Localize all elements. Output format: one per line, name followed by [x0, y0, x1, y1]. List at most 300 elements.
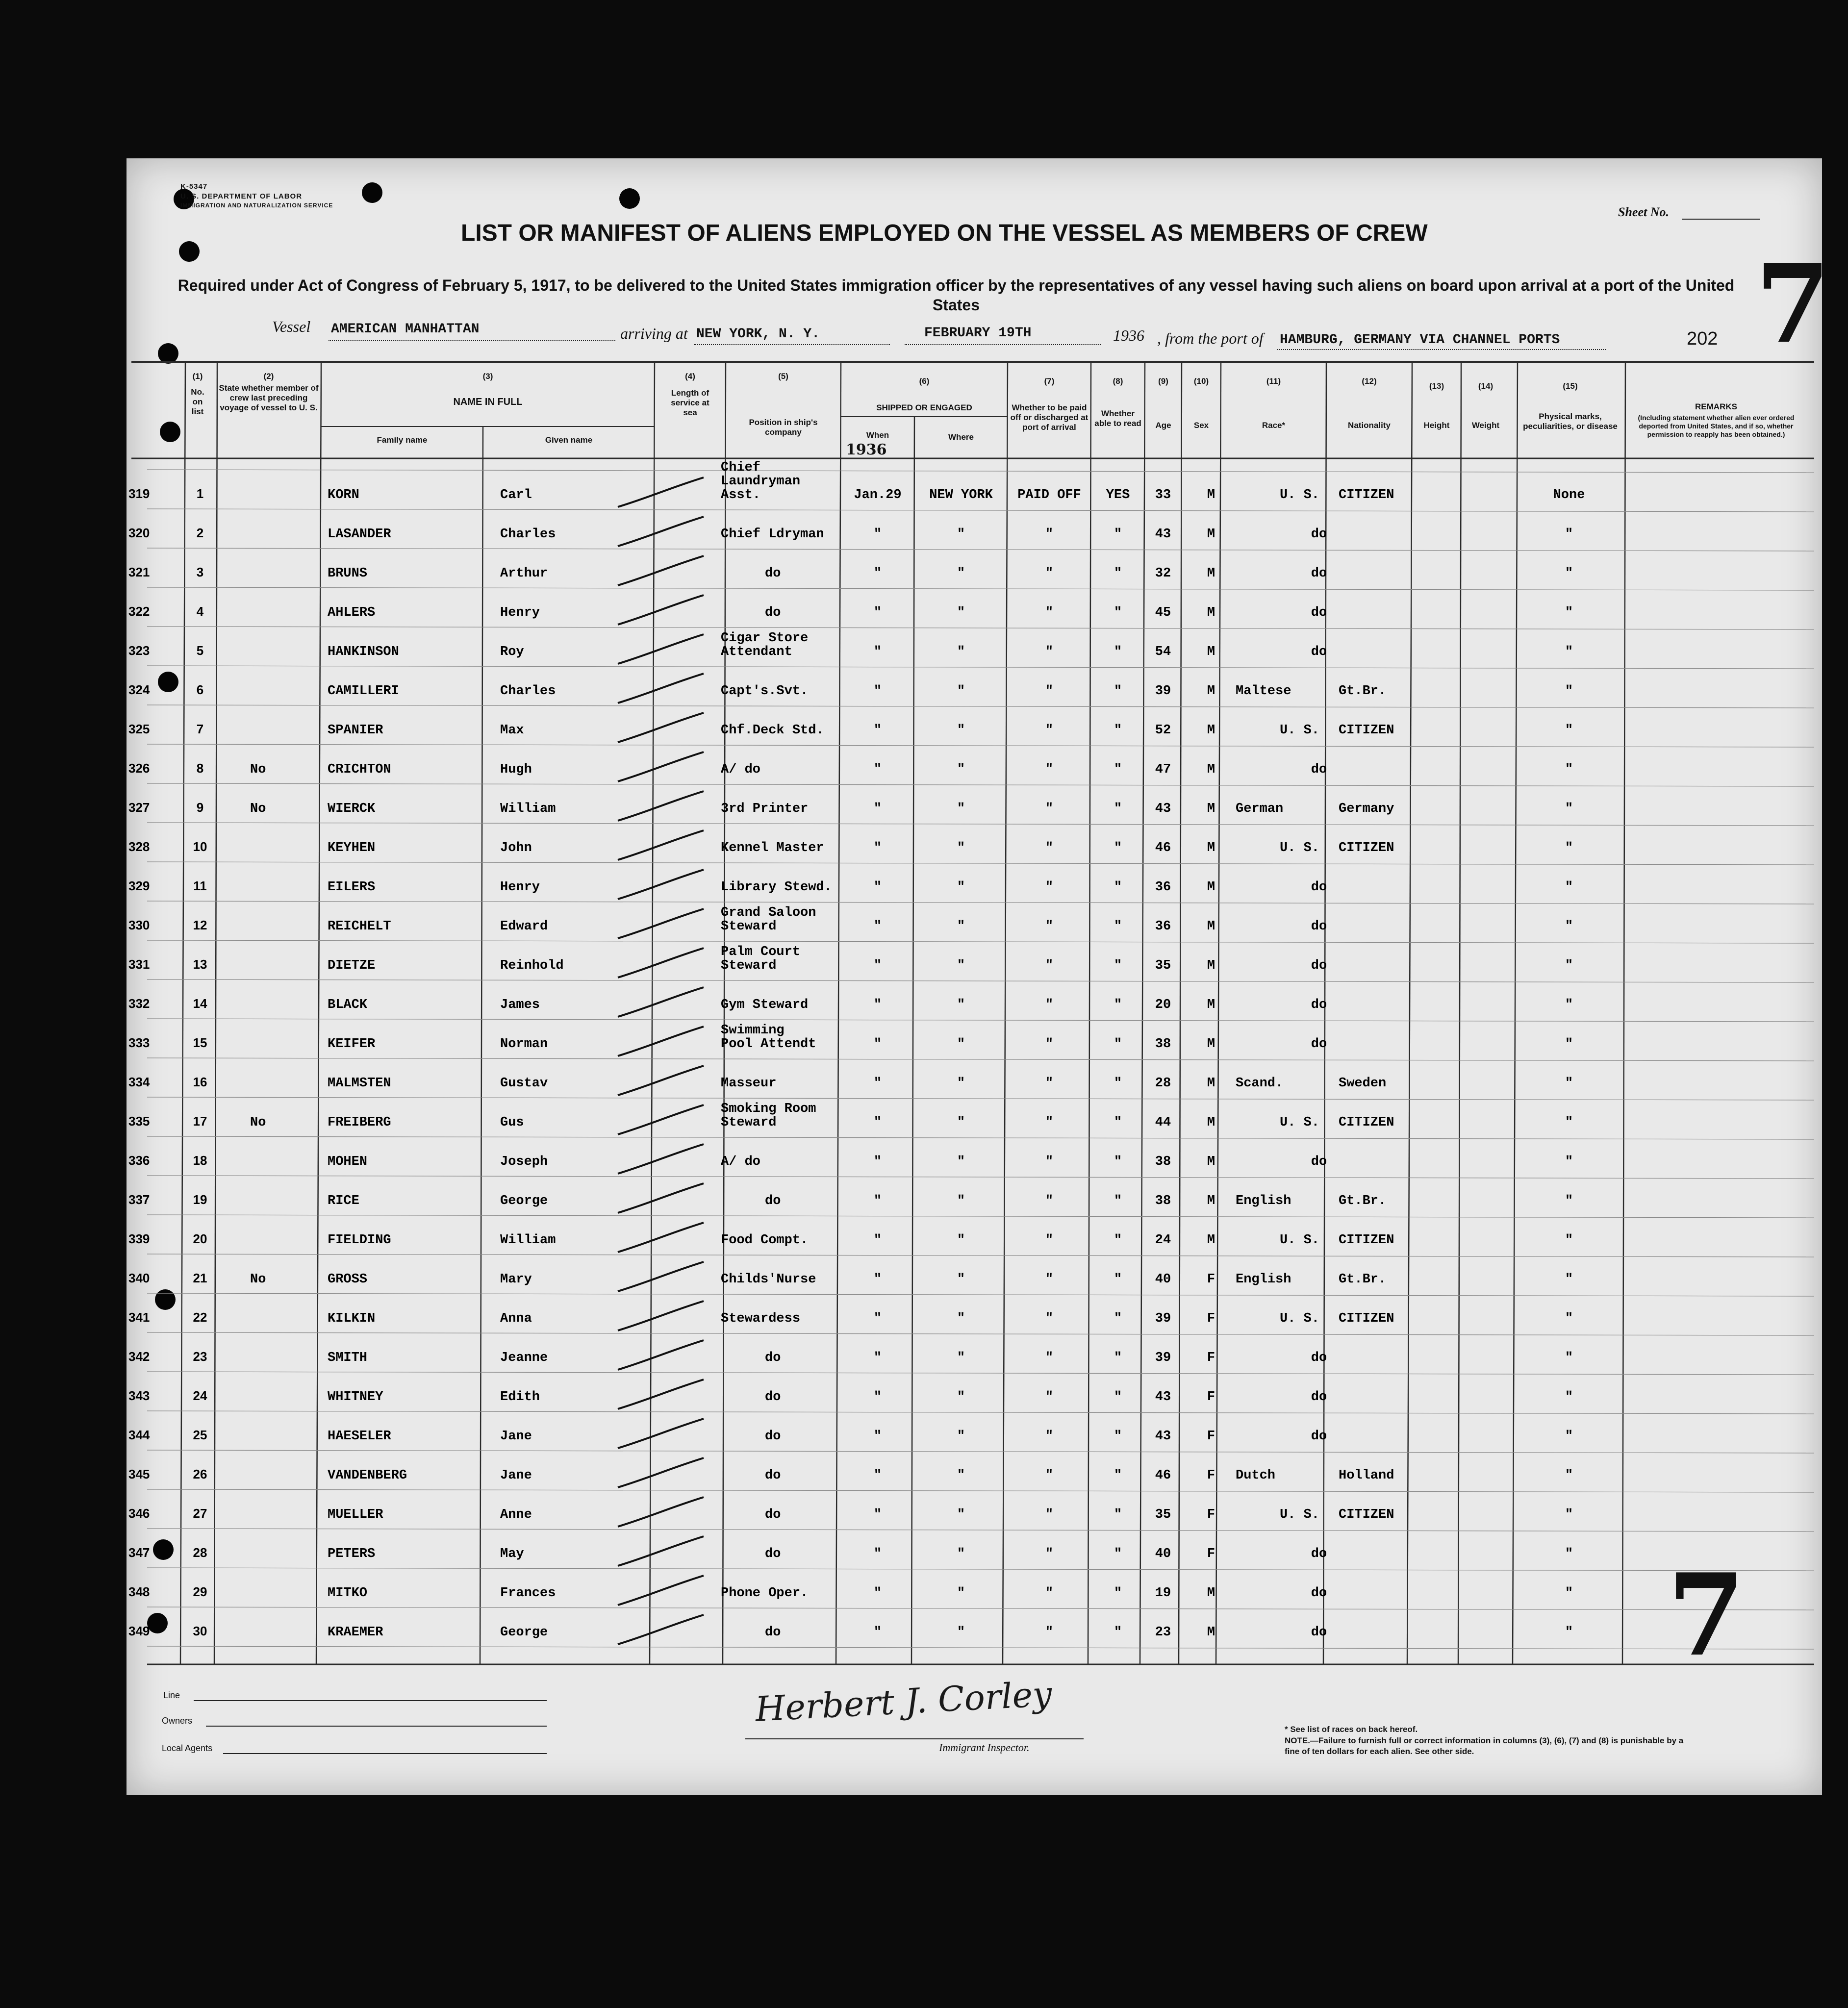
family-name: BRUNS: [328, 566, 368, 581]
shipped-where: ": [957, 1115, 965, 1130]
given-name: Anne: [500, 1507, 532, 1522]
able-to-read: ": [1114, 684, 1122, 699]
sex-value: F: [1207, 1351, 1215, 1365]
race-value: do: [1311, 1390, 1327, 1405]
col7-number: (7): [1044, 376, 1055, 386]
paid-off-status: ": [1045, 1037, 1054, 1052]
shipped-when: ": [873, 1625, 882, 1640]
service-check-mark: [618, 1066, 704, 1095]
row-list-number: 23: [193, 1349, 207, 1364]
physical-marks-value: ": [1565, 723, 1573, 738]
shipped-when: ": [873, 1468, 882, 1483]
age-value: 38: [1155, 1194, 1171, 1208]
race-value: English: [1236, 1194, 1291, 1208]
sex-value: F: [1207, 1272, 1215, 1287]
row-serial-number: 334: [128, 1075, 150, 1089]
row-serial-number: 340: [128, 1271, 150, 1285]
service-check-mark: [618, 1340, 704, 1370]
age-value: 54: [1155, 645, 1171, 659]
age-value: 39: [1155, 1311, 1171, 1326]
physical-marks-value: ": [1565, 527, 1573, 542]
sex-value: M: [1207, 527, 1215, 542]
row-serial-number: 319: [128, 486, 150, 501]
row-list-number: 8: [196, 761, 204, 776]
given-name: Edith: [500, 1390, 540, 1405]
position-in-company: Swimming: [721, 1023, 785, 1038]
family-name: MITKO: [328, 1586, 368, 1601]
position-in-company: do: [765, 1390, 781, 1405]
age-value: 40: [1155, 1547, 1171, 1561]
race-value: do: [1311, 1155, 1327, 1169]
position-in-company: do: [765, 1507, 781, 1522]
service-check-mark: [618, 909, 704, 938]
col3-heading: NAME IN FULL: [453, 397, 523, 407]
family-name: REICHELT: [328, 919, 391, 934]
row-list-number: 11: [193, 878, 207, 893]
shipped-where: ": [957, 958, 965, 973]
shipped-when: ": [873, 1272, 882, 1287]
sex-value: F: [1207, 1547, 1215, 1561]
row-serial-number: 341: [128, 1310, 150, 1325]
col14-number: (14): [1478, 381, 1494, 391]
row-list-number: 25: [193, 1428, 207, 1442]
shipped-where: ": [957, 1429, 965, 1444]
col10-number: (10): [1193, 376, 1209, 386]
col12-number: (12): [1362, 376, 1377, 386]
shipped-where: ": [957, 1586, 965, 1601]
paid-off-status: ": [1045, 998, 1054, 1012]
paid-off-status: ": [1045, 880, 1054, 895]
physical-marks-value: ": [1565, 1429, 1573, 1444]
family-name: MOHEN: [328, 1155, 368, 1169]
row-serial-number: 329: [128, 878, 150, 893]
row-list-number: 10: [193, 839, 207, 854]
arrival-date: FEBRUARY 19TH: [924, 326, 1032, 341]
service-check-mark: [618, 752, 704, 781]
shipped-where: ": [957, 841, 965, 855]
physical-marks-value: ": [1565, 1076, 1573, 1091]
race-value: do: [1311, 566, 1327, 581]
family-name: FIELDING: [328, 1233, 391, 1248]
service-check-mark: [618, 1262, 704, 1291]
physical-marks-value: ": [1565, 1586, 1573, 1601]
row-list-number: 18: [193, 1153, 207, 1168]
previous-voyage-value: No: [250, 1272, 266, 1287]
race-value: U. S.: [1280, 1233, 1320, 1248]
paid-off-status: ": [1045, 1155, 1054, 1169]
service-check-mark: [618, 1497, 704, 1527]
paid-off-status: ": [1045, 645, 1054, 659]
given-name: Carl: [500, 488, 532, 502]
sex-value: M: [1207, 998, 1215, 1012]
given-name: William: [500, 802, 556, 816]
able-to-read: ": [1114, 802, 1122, 816]
age-value: 40: [1155, 1272, 1171, 1287]
family-name: MUELLER: [328, 1507, 383, 1522]
shipped-when: ": [873, 802, 882, 816]
races-note: * See list of races on back hereof.: [1285, 1725, 1418, 1734]
physical-marks-value: ": [1565, 1037, 1573, 1052]
sex-value: M: [1207, 802, 1215, 816]
arrival-year: 1936: [1113, 326, 1144, 344]
shipped-where: ": [957, 1468, 965, 1483]
family-name: BLACK: [328, 998, 368, 1012]
given-name: Arthur: [500, 566, 548, 581]
race-value: do: [1311, 762, 1327, 777]
family-name: WIERCK: [328, 802, 376, 816]
able-to-read: ": [1114, 1194, 1122, 1208]
able-to-read: ": [1114, 998, 1122, 1012]
age-value: 43: [1155, 527, 1171, 542]
service-check-mark: [618, 1615, 704, 1644]
position-in-company: Attendant: [721, 645, 792, 659]
page-title: LIST OR MANIFEST OF ALIENS EMPLOYED ON THE VESSEL AS MEMBERS OF CREW: [461, 220, 1428, 246]
able-to-read: ": [1114, 566, 1122, 581]
position-in-company: Asst.: [721, 488, 761, 502]
row-serial-number: 335: [128, 1114, 150, 1129]
paid-off-status: ": [1045, 1507, 1054, 1522]
paid-off-status: ": [1045, 762, 1054, 777]
position-in-company: Grand Saloon: [721, 905, 816, 920]
able-to-read: ": [1114, 1429, 1122, 1444]
inspector-signature: Herbert J. Corley: [754, 1674, 1053, 1730]
physical-marks-value: ": [1565, 684, 1573, 699]
inspector-label: Immigrant Inspector.: [939, 1741, 1030, 1754]
row-serial-number: 322: [128, 604, 150, 619]
age-value: 19: [1155, 1586, 1171, 1601]
paid-off-status: PAID OFF: [1017, 488, 1081, 502]
able-to-read: ": [1114, 1625, 1122, 1640]
able-to-read: ": [1114, 1037, 1122, 1052]
remarks-heading: REMARKS: [1695, 402, 1737, 411]
able-to-read: ": [1114, 1076, 1122, 1091]
family-name: EILERS: [328, 880, 376, 895]
paid-off-status: ": [1045, 566, 1054, 581]
physical-marks-value: ": [1565, 1155, 1573, 1169]
physical-marks-value: ": [1565, 605, 1573, 620]
race-value: do: [1311, 1625, 1327, 1640]
row-serial-number: 345: [128, 1467, 150, 1481]
age-value: 24: [1155, 1233, 1171, 1248]
age-value: 32: [1155, 566, 1171, 581]
col5-heading: Position in ship's company: [749, 418, 818, 437]
row-list-number: 30: [193, 1624, 207, 1638]
age-value: 35: [1155, 1507, 1171, 1522]
age-value: 33: [1155, 488, 1171, 502]
shipped-when-heading: When: [866, 430, 889, 440]
position-in-company: do: [765, 1468, 781, 1483]
service-check-mark: [618, 713, 704, 742]
shipped-when: ": [873, 723, 882, 738]
able-to-read: ": [1114, 1586, 1122, 1601]
row-list-number: 26: [193, 1467, 207, 1481]
position-in-company: Laundryman: [721, 474, 801, 489]
shipped-when: Jan.29: [854, 488, 902, 502]
paid-off-status: ": [1045, 958, 1054, 973]
service-line: IMMIGRATION AND NATURALIZATION SERVICE: [180, 202, 333, 209]
row-list-number: 16: [193, 1075, 207, 1089]
age-value: 52: [1155, 723, 1171, 738]
race-value: do: [1311, 605, 1327, 620]
sex-value: M: [1207, 1037, 1215, 1052]
family-name: KEYHEN: [328, 841, 376, 855]
shipped-when: ": [873, 762, 882, 777]
sex-value: F: [1207, 1429, 1215, 1444]
stamp-number: 7: [1667, 1549, 1746, 1682]
previous-voyage-value: No: [250, 802, 266, 816]
service-check-mark: [618, 830, 704, 860]
physical-marks-value: ": [1565, 1390, 1573, 1405]
row-list-number: 21: [193, 1271, 207, 1285]
sex-value: F: [1207, 1507, 1215, 1522]
physical-marks-value: ": [1565, 1311, 1573, 1326]
row-list-number: 1: [196, 486, 204, 501]
service-check-mark: [618, 1458, 704, 1487]
shipped-when: ": [873, 1547, 882, 1561]
col5-number: (5): [778, 372, 788, 381]
line-label: Line: [163, 1690, 180, 1700]
service-check-mark: [618, 595, 704, 625]
previous-voyage-value: No: [250, 1115, 266, 1130]
service-check-mark: [618, 870, 704, 899]
position-in-company: A/ do: [721, 1155, 761, 1169]
shipped-when: ": [873, 645, 882, 659]
arriving-label: arriving at: [620, 325, 688, 342]
age-value: 39: [1155, 684, 1171, 699]
age-value: 38: [1155, 1155, 1171, 1169]
age-value: 45: [1155, 605, 1171, 620]
shipped-when: ": [873, 1233, 882, 1248]
position-in-company: do: [765, 1194, 781, 1208]
service-check-mark: [618, 1380, 704, 1409]
position-in-company: 3rd Printer: [721, 802, 809, 816]
from-port-label: , from the port of: [1157, 329, 1264, 347]
shipped-where-heading: Where: [948, 432, 974, 442]
col1-heading: No. on list: [191, 387, 204, 416]
paid-off-status: ": [1045, 1194, 1054, 1208]
owners-underline: [206, 1726, 547, 1727]
remarks-subheading: (Including statement whether alien ever ordered deported from United States, and if so, whether permission to reapply has been obtained.): [1638, 414, 1795, 438]
age-value: 43: [1155, 802, 1171, 816]
paid-off-status: ": [1045, 1311, 1054, 1326]
age-value: 43: [1155, 1429, 1171, 1444]
able-to-read: ": [1114, 645, 1122, 659]
col13-heading: Height: [1423, 421, 1450, 430]
row-serial-number: 342: [128, 1349, 150, 1364]
nationality-value: CITIZEN: [1339, 1233, 1394, 1248]
shipped-when: ": [873, 880, 882, 895]
race-value: do: [1311, 880, 1327, 895]
nationality-value: Holland: [1339, 1468, 1394, 1483]
given-name: Henry: [500, 880, 540, 895]
family-name: HAESELER: [328, 1429, 391, 1444]
age-value: 36: [1155, 919, 1171, 934]
given-name: Gustav: [500, 1076, 548, 1091]
row-serial-number: 323: [128, 643, 150, 658]
position-in-company: Masseur: [721, 1076, 777, 1091]
family-name: GROSS: [328, 1272, 368, 1287]
sex-value: M: [1207, 645, 1215, 659]
sex-value: M: [1207, 605, 1215, 620]
row-serial-number: 320: [128, 526, 150, 540]
physical-marks-value: ": [1565, 998, 1573, 1012]
physical-marks-value: ": [1565, 1272, 1573, 1287]
col4-number: (4): [685, 372, 695, 381]
shipped-where: ": [957, 1507, 965, 1522]
department-line: U. S. DEPARTMENT OF LABOR: [180, 192, 303, 201]
shipped-when: ": [873, 1507, 882, 1522]
shipped-where: ": [957, 1390, 965, 1405]
paid-off-status: ": [1045, 723, 1054, 738]
position-in-company: do: [765, 1625, 781, 1640]
row-serial-number: 336: [128, 1153, 150, 1168]
col8-number: (8): [1113, 376, 1123, 386]
sex-value: M: [1207, 723, 1215, 738]
corner-sheet-number: 7: [1755, 240, 1831, 367]
physical-marks-value: ": [1565, 919, 1573, 934]
given-name: Edward: [500, 919, 548, 934]
position-in-company: Chf.Deck Std.: [721, 723, 824, 738]
nationality-value: CITIZEN: [1339, 1507, 1394, 1522]
shipped-when: ": [873, 1429, 882, 1444]
shipped-where: ": [957, 605, 965, 620]
race-value: do: [1311, 527, 1327, 542]
physical-marks-value: None: [1553, 488, 1585, 502]
position-in-company: Kennel Master: [721, 841, 824, 855]
given-name: George: [500, 1194, 548, 1208]
race-value: U. S.: [1280, 1311, 1320, 1326]
col12-heading: Nationality: [1348, 421, 1391, 430]
able-to-read: ": [1114, 841, 1122, 855]
row-list-number: 22: [193, 1310, 207, 1325]
sex-value: M: [1207, 762, 1215, 777]
row-list-number: 13: [193, 957, 207, 972]
shipped-when: ": [873, 1351, 882, 1365]
row-serial-number: 347: [128, 1545, 150, 1560]
previous-voyage-value: No: [250, 762, 266, 777]
family-name: MALMSTEN: [328, 1076, 391, 1091]
able-to-read: ": [1114, 1351, 1122, 1365]
race-value: German: [1236, 802, 1284, 816]
col15-heading: Physical marks, peculiarities, or disease: [1523, 412, 1618, 431]
row-serial-number: 339: [128, 1231, 150, 1246]
able-to-read: ": [1114, 527, 1122, 542]
able-to-read: ": [1114, 1115, 1122, 1130]
row-serial-number: 321: [128, 565, 150, 579]
family-name: KORN: [328, 488, 359, 502]
able-to-read: ": [1114, 1468, 1122, 1483]
given-name: Charles: [500, 684, 556, 699]
given-name: Max: [500, 723, 524, 738]
age-value: 44: [1155, 1115, 1171, 1130]
age-value: 36: [1155, 880, 1171, 895]
physical-marks-value: ": [1565, 802, 1573, 816]
service-check-mark: [618, 477, 704, 507]
row-serial-number: 343: [128, 1388, 150, 1403]
paid-off-status: ": [1045, 919, 1054, 934]
owners-label: Owners: [162, 1716, 193, 1726]
page-subtitle: Required under Act of Congress of February 5, 1917, to be delivered to the United States immigration officer by the representatives of any vessel having such aliens on board upon arrival at a port of the United States: [177, 276, 1735, 314]
physical-marks-value: ": [1565, 1547, 1573, 1561]
shipped-when: ": [873, 1155, 882, 1169]
family-name-heading: Family name: [377, 435, 428, 445]
physical-marks-value: ": [1565, 841, 1573, 855]
physical-marks-value: ": [1565, 1468, 1573, 1483]
row-serial-number: 331: [128, 957, 150, 972]
paid-off-status: ": [1045, 1390, 1054, 1405]
paid-off-status: ": [1045, 1233, 1054, 1248]
race-value: do: [1311, 1351, 1327, 1365]
col8-heading: Whether able to read: [1094, 409, 1141, 428]
shipped-when: ": [873, 1115, 882, 1130]
shipped-where: ": [957, 1076, 965, 1091]
age-value: 39: [1155, 1351, 1171, 1365]
physical-marks-value: ": [1565, 1507, 1573, 1522]
sex-value: F: [1207, 1311, 1215, 1326]
able-to-read: ": [1114, 1507, 1122, 1522]
row-list-number: 24: [193, 1388, 207, 1403]
shipped-when: ": [873, 958, 882, 973]
row-list-number: 3: [196, 565, 204, 579]
given-name: Anna: [500, 1311, 532, 1326]
family-name: VANDENBERG: [328, 1468, 407, 1483]
race-value: U. S.: [1280, 1507, 1320, 1522]
nationality-value: Sweden: [1339, 1076, 1387, 1091]
sex-value: M: [1207, 841, 1215, 855]
race-value: do: [1311, 998, 1327, 1012]
able-to-read: ": [1114, 1390, 1122, 1405]
sex-value: M: [1207, 919, 1215, 934]
nationality-value: Gt.Br.: [1339, 684, 1387, 699]
able-to-read: ": [1114, 880, 1122, 895]
given-name: May: [500, 1547, 524, 1561]
position-in-company: Steward: [721, 1115, 777, 1130]
shipped-where: NEW YORK: [929, 488, 993, 502]
position-in-company: Library Stewd.: [721, 880, 832, 895]
signature-underline: [745, 1738, 1084, 1739]
shipped-where: ": [957, 880, 965, 895]
sex-value: M: [1207, 1194, 1215, 1208]
local-agents-label: Local Agents: [162, 1743, 213, 1753]
sex-value: M: [1207, 1115, 1215, 1130]
given-name: James: [500, 998, 540, 1012]
physical-marks-value: ": [1565, 566, 1573, 581]
family-name: RICE: [328, 1194, 359, 1208]
able-to-read: ": [1114, 605, 1122, 620]
paid-off-status: ": [1045, 802, 1054, 816]
given-name: John: [500, 841, 532, 855]
given-name: Reinhold: [500, 958, 564, 973]
row-list-number: 14: [193, 996, 207, 1011]
col3-number: (3): [482, 372, 493, 381]
family-name: KRAEMER: [328, 1625, 383, 1640]
sex-value: M: [1207, 488, 1215, 502]
age-value: 47: [1155, 762, 1171, 777]
shipped-where: ": [957, 762, 965, 777]
service-check-mark: [618, 517, 704, 546]
paid-off-status: ": [1045, 605, 1054, 620]
given-name: Gus: [500, 1115, 524, 1130]
given-name: Joseph: [500, 1155, 548, 1169]
shipped-where: ": [957, 1625, 965, 1640]
position-in-company: Steward: [721, 958, 777, 973]
able-to-read: ": [1114, 762, 1122, 777]
shipped-where: ": [957, 919, 965, 934]
physical-marks-value: ": [1565, 1194, 1573, 1208]
given-name: George: [500, 1625, 548, 1640]
col1-number: (1): [192, 372, 203, 381]
race-value: English: [1236, 1272, 1291, 1287]
